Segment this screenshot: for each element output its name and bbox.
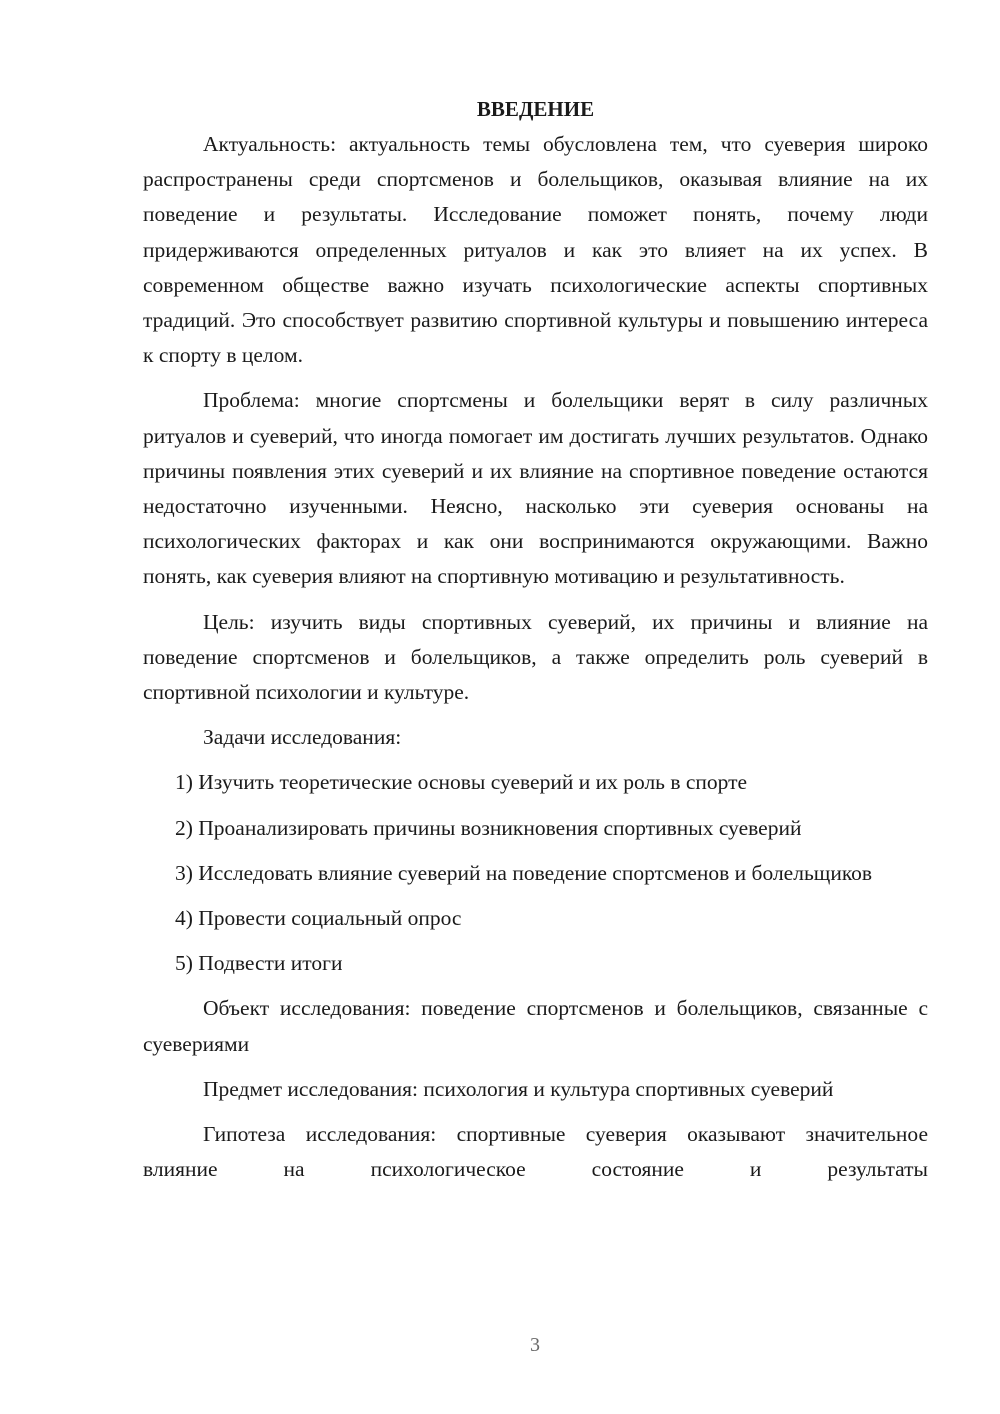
paragraph-object: Объект исследования: поведение спортсменов и болельщиков, связанные с суевериями: [143, 996, 928, 1056]
paragraph-hypothesis: Гипотеза исследования: спортивные суеверия оказывают значительное влияние на психологическое состояние и результаты: [143, 1122, 928, 1182]
document-page: [143, 92, 928, 1187]
section-title: ВВЕДЕНИЕ: [476, 97, 595, 121]
paragraph-tasks-heading: Задачи исследования:: [203, 725, 402, 750]
list-item: 1) Изучить теоретические основы суеверий и их роль в спорте: [175, 770, 748, 795]
list-item: 5) Подвести итоги: [175, 951, 343, 976]
paragraph-goal: Цель: изучить виды спортивных суеверий, их причины и влияние на поведение спортсменов и болельщиков, а также определить роль суеверий в спортивной психологии и культуре.: [143, 609, 928, 705]
tasks-list: [143, 765, 928, 981]
paragraph-subject: Предмет исследования: психология и культура спортивных суеверий: [203, 1076, 834, 1101]
list-item: 4) Провести социальный опрос: [175, 906, 462, 931]
paragraph-problem: Проблема: многие спортсмены и болельщики верят в силу различных ритуалов и суеверий, что иногда помогает им достигать лучших результатов. Однако причины появления этих суеверий и их влияние на спортивное поведение остаются недостаточно изученными. Неясно, насколько эти суеверия основаны на психологических факторах и как они воспринимаются окружающими. Важно понять, как суеверия влияют на спортивную мотивацию и результативность.: [143, 388, 928, 589]
paragraph-relevance: Актуальность: актуальность темы обусловлена тем, что суеверия широко распространены среди спортсменов и болельщиков, оказывая влияние на их поведение и результаты. Исследование поможет понять, почему люди придерживаются определенных ритуалов и как это влияет на их успех. В современном обществе важно изучать психологические аспекты спортивных традиций. Это способствует развитию спортивной культуры и повышению интереса к спорту в целом.: [143, 132, 928, 368]
page-number: 3: [530, 1334, 540, 1356]
list-item: 2) Проанализировать причины возникновения спортивных суеверий: [175, 815, 802, 840]
list-item: 3) Исследовать влияние суеверий на поведение спортсменов и болельщиков: [175, 860, 873, 885]
